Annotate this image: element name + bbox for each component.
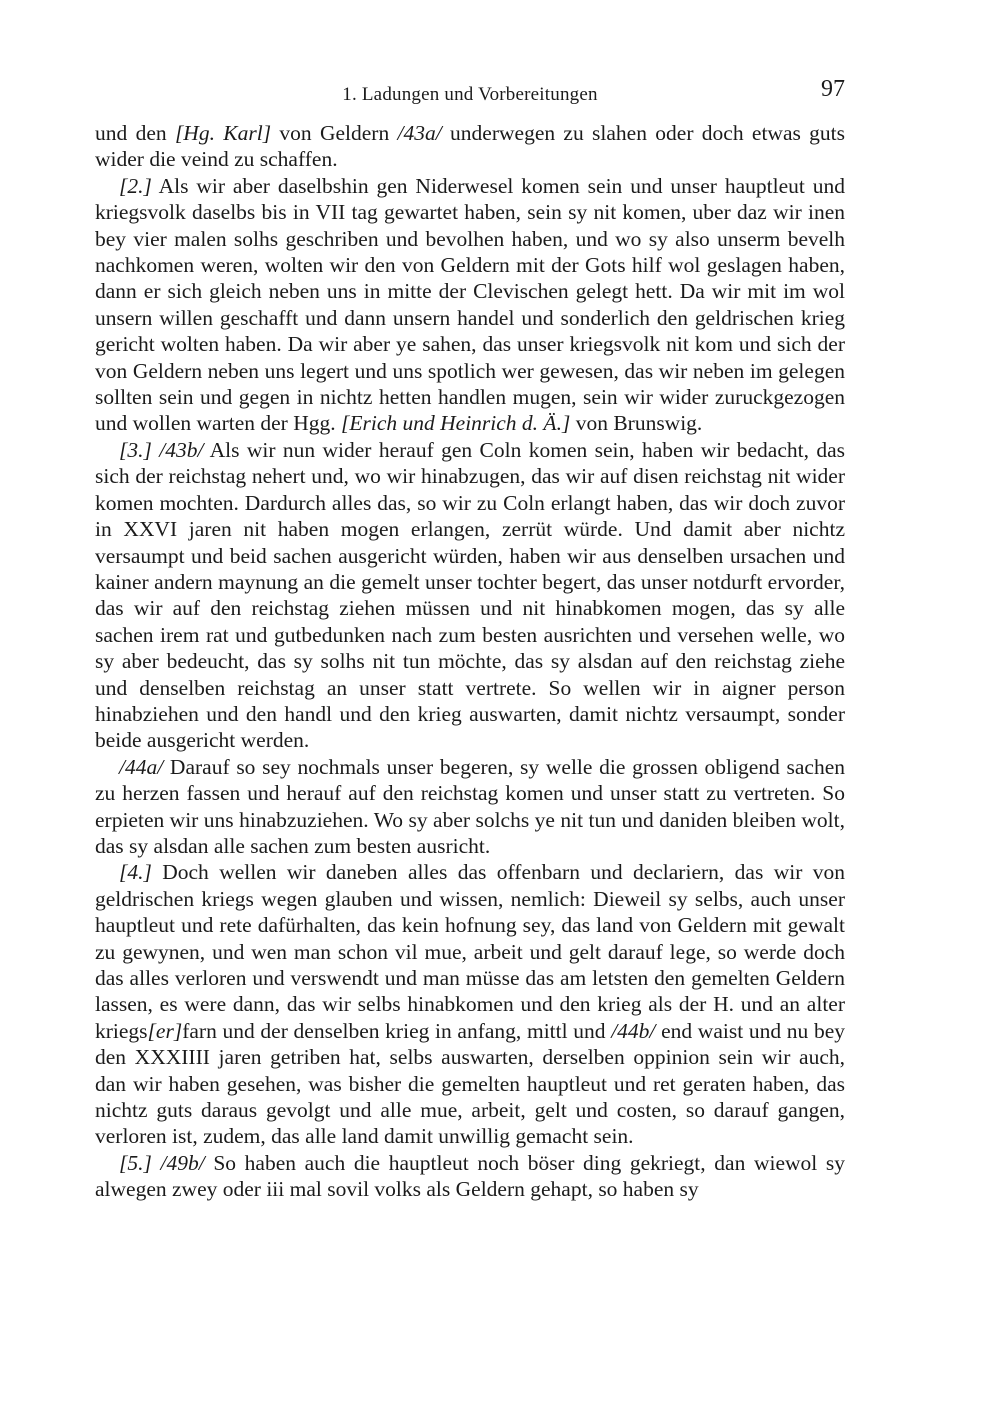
text-run: und den [95, 121, 175, 145]
editorial-annotation: [3.] /43b/ [119, 437, 204, 462]
text-run: Darauf so sey nochmals unser begeren, sy welle die grossen obligend sachen zu herzen fassen und herauf auf den reichstag komen und unser statt zu vertreten. So erpieten wir uns hinabzuziehen. Wo sy aber solchs ye nit tun und daniden bleiben wolt, das sy alsdan alle sachen zum besten ausricht. [95, 754, 845, 858]
editorial-annotation: [2.] [119, 173, 152, 198]
editorial-annotation: /44b/ [611, 1018, 656, 1043]
running-header [95, 76, 845, 112]
editorial-annotation: [Hg. Karl] [174, 121, 272, 145]
editorial-annotation: [4.] [119, 860, 152, 885]
paragraph [95, 120, 845, 173]
text-run: So haben auch die hauptleut noch böser ding gekriegt, dan wiewol sy alwegen zwey oder iii mal sovil volks als Geldern gehapt, so haben sy [95, 1150, 845, 1202]
text-run: Als wir nun wider herauf gen Coln komen sein, haben wir bedacht, das sich der reichstag nehert und, wo wir hinabzugen, das wir auf disen reichstag nit wider komen mochten. Dardurch alles das, so wir zu Coln erlangt haben, das wir doch zuvor in XXVI jaren nit haben mogen erlangen, zerrüt würde. Und damit aber nichtz versaumpt und beid sachen ausgericht würden, haben wir aus denselben ursachen und kainer andern maynung an die gemelt unser tochter begert, das unser notdurft ervorder, das wir auf den reichstag ziehen müssen und nit hinabkomen mogen, das sy alle sachen irem rat und gutbedunken nach zum besten ausrichten und versehen welle, wo sy aber bedeucht, das sy solhs nit tun möchte, das sy alsdan auf den reichstag ziehe und denselben reichstag an unser statt vertrete. So wellen wir in aigner person hinabziehen und den handl und den krieg auswarten, damit nichtz versaumpt, sonder beide ausgericht werden. [95, 437, 845, 753]
text-run: underwegen zu slahen oder doch etwas guts wider die veind zu schaffen. [95, 121, 846, 172]
text-run: Doch wellen wir daneben alles das offenbarn und declariern, das wir von geldrischen kriegs wegen glauben und wissen, nemlich: Dieweil sy selbs, auch unser hauptleut und rete dafürhalten, das kein hofnung sey, das land von Geldern mit gewalt zu gewynen, und wen man schon vil mue, arbeit und gelt darauf lege, so werde doch das alles verloren und verswendt und man müsse das am letsten den gemelten Geldern lassen, es were dann, das wir selbs hinabkomen und den krieg als der H. und an alter kriegs [95, 860, 845, 1043]
text-run: von Brunswig. [570, 411, 703, 436]
text-run: farn und der denselben krieg in anfang, mittl und [182, 1018, 612, 1043]
editorial-annotation: [5.] /49b/ [119, 1150, 205, 1175]
editorial-annotation: /44a/ [119, 754, 164, 779]
editorial-annotation: /43a/ [397, 121, 442, 145]
text-run: von Geldern [271, 121, 398, 145]
editorial-annotation: [Erich und Heinrich d. Ä.] [341, 411, 571, 436]
running-title: 1. Ladungen und Vorbereitungen [342, 84, 598, 105]
paragraph [95, 754, 845, 860]
body-text [95, 120, 845, 1203]
paragraph [95, 173, 845, 437]
editorial-annotation: [er] [147, 1018, 183, 1043]
paragraph [95, 859, 845, 1149]
paragraph [95, 1150, 845, 1203]
paragraph [95, 437, 845, 754]
text-run: end waist und nu bey den XXXIIII jaren getriben hat, selbs auswarten, derselben oppinion sein wir auch, dan wir haben gesehen, was bisher die gemelten hauptleut und ret geraten haben, das nichtz guts daraus gevolgt und alle mue, arbeit, gelt und costen, so darauf gangen, verloren ist, zudem, das alle land damit unwillig gemacht sein. [95, 1018, 846, 1149]
page-number: 97 [821, 76, 845, 102]
text-run: Als wir aber daselbshin gen Niderwesel komen sein und unser hauptleut und kriegsvolk daselbs bis in VII tag gewartet haben, sein sy nit komen, uber daz wir inen bey vier malen solhs geschriben und bevolhen haben, und wo sy also unserm bevelh nachkomen weren, wolten wir den von Geldern mit der Gots hilf wol geslagen haben, dann er sich gleich neben uns in mitte der Clevischen gelegt hett. Da wir mit im wol unsern willen geschafft und dann unsern handel und sonderlich den geldrischen krieg gericht wolten haben. Da wir aber ye sahen, das unser kriegsvolk nit kom und sich der von Geldern neben uns legert und uns spotlich wer gewesen, das wir neben im gelegen sollten sein und gegen in nichtz hetten handlen mugen, sein wir wider zuruckgezogen und wollen warten der Hgg. [95, 173, 845, 436]
